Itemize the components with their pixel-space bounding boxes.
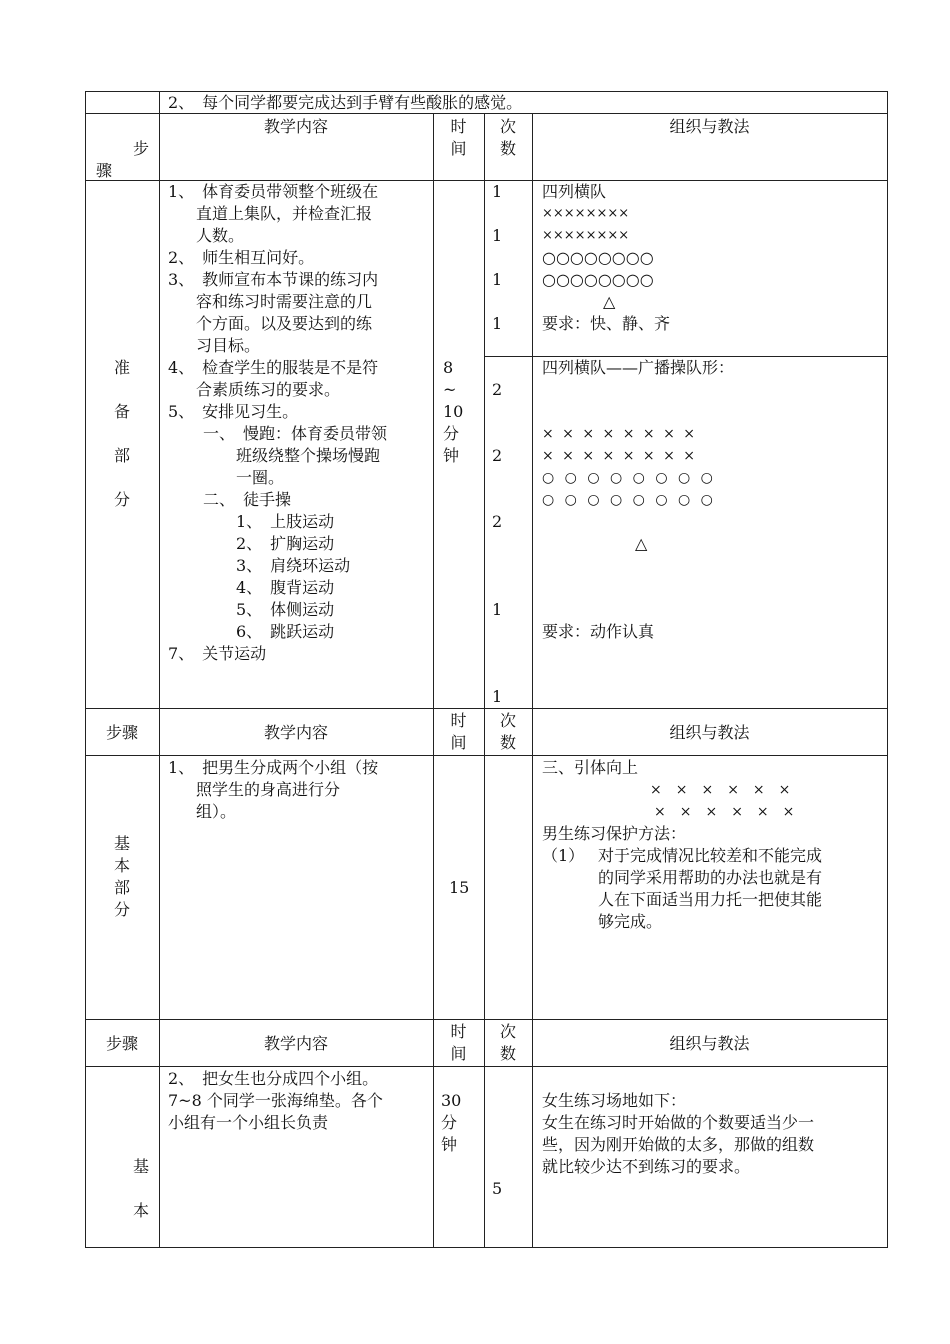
formation-requirement: 要求：动作认真 — [542, 622, 655, 641]
formation-requirement: 要求：快、静、齐 — [542, 314, 671, 333]
basic-time: 分 — [441, 1113, 458, 1132]
table-border — [85, 1019, 888, 1020]
table-border — [433, 113, 434, 1248]
basic-content-line: 照学生的身高进行分 — [196, 780, 341, 799]
teacher-marker: △ — [635, 534, 648, 553]
prep-content-line: 容和练习时需要注意的几 — [196, 292, 373, 311]
table-border — [85, 91, 86, 1248]
count-header: 次 — [499, 711, 516, 730]
girls-method-line: 就比较少达不到练习的要求。 — [542, 1157, 751, 1176]
table-border — [85, 755, 888, 756]
formation-row: × × × × × × × × — [542, 426, 697, 442]
time-header: 间 — [450, 139, 467, 158]
teacher-marker: △ — [603, 292, 616, 311]
section-label-char: 部 — [114, 446, 131, 465]
prep-content-line: 2、 扩胸运动 — [236, 534, 335, 553]
section-label-char: 备 — [114, 402, 131, 421]
step-header-char: 骤 — [96, 161, 113, 180]
count-header: 数 — [499, 139, 516, 158]
content-header: 教学内容 — [263, 1034, 328, 1053]
prep-count: 2 — [492, 380, 503, 399]
basic-content-line: 组）。 — [196, 802, 237, 821]
time-header: 时 — [450, 1022, 467, 1041]
prep-content-line: 5、 安排见习生。 — [168, 402, 299, 421]
prep-time: 8 — [443, 358, 454, 377]
formation-row: ○○○○○○○○ — [542, 248, 654, 267]
section-label-char: 准 — [114, 358, 131, 377]
prep-count: 1 — [492, 687, 503, 706]
table-border — [532, 113, 533, 1248]
prep-content-line: 个方面。以及要达到的练 — [196, 314, 373, 333]
goal-item-2: 2、 每个同学都要完成达到手臂有些酸胀的感觉。 — [168, 93, 523, 112]
prep-time: ~ — [443, 380, 457, 399]
prep-content-line: 习目标。 — [196, 336, 261, 355]
time-header: 间 — [450, 733, 467, 752]
prep-content-line: 2、 师生相互问好。 — [168, 248, 315, 267]
prep-time: 钟 — [443, 446, 460, 465]
basic-content-line: 7~8 个同学一张海绵垫。各个 — [168, 1091, 383, 1110]
prep-count: 1 — [492, 182, 503, 201]
prep-content-line: 二、 徒手操 — [203, 490, 292, 509]
formation-row: ×××××××× — [542, 206, 630, 221]
prep-count: 1 — [492, 226, 503, 245]
section-label-char: 分 — [114, 490, 131, 509]
section-label-char: 分 — [114, 900, 131, 919]
basic-count: 5 — [492, 1179, 503, 1198]
prep-count: 1 — [492, 600, 503, 619]
section-label-char: 本 — [133, 1201, 150, 1220]
prep-content-line: 合素质练习的要求。 — [196, 380, 341, 399]
prep-content-line: 3、 肩绕环运动 — [236, 556, 351, 575]
step-header: 步骤 — [105, 1034, 138, 1053]
section-label-char: 部 — [114, 878, 131, 897]
formation-row: ○○○○○○○○ — [542, 270, 654, 289]
time-header: 时 — [450, 711, 467, 730]
prep-time: 分 — [443, 424, 460, 443]
basic-time: 15 — [449, 878, 470, 897]
prep-time: 10 — [443, 402, 464, 421]
girls-method-line: 女生练习场地如下： — [542, 1091, 687, 1110]
table-border — [85, 1247, 888, 1248]
time-header: 时 — [450, 117, 467, 136]
formation-row: × × × × × × — [650, 782, 791, 798]
formation-row: ○ ○ ○ ○ ○ ○ ○ ○ — [542, 492, 716, 508]
protection-method-title: 男生练习保护方法： — [542, 824, 687, 843]
prep-count: 2 — [492, 512, 503, 531]
basic-time: 钟 — [441, 1135, 458, 1154]
prep-content-line: 6、 跳跃运动 — [236, 622, 335, 641]
content-header: 教学内容 — [263, 117, 328, 136]
step-header-char: 步 — [133, 139, 150, 158]
prep-content-line: 4、 检查学生的服装是不是符 — [168, 358, 379, 377]
step-header: 步骤 — [105, 723, 138, 742]
content-header: 教学内容 — [263, 723, 328, 742]
method-header: 组织与教法 — [669, 1034, 750, 1053]
prep-content-line: 一圈。 — [236, 468, 285, 487]
protection-item-line: 人在下面适当用力托一把使其能 — [598, 890, 823, 909]
formation-row: × × × × × × × × — [542, 448, 697, 464]
method-header: 组织与教法 — [669, 723, 750, 742]
method-header: 组织与教法 — [669, 117, 750, 136]
formation-row: × × × × × × — [654, 804, 795, 820]
prep-count: 1 — [492, 270, 503, 289]
table-border — [887, 91, 888, 1248]
section-label-char: 本 — [114, 856, 131, 875]
basic-content-line: 2、 把女生也分成四个小组。 — [168, 1069, 379, 1088]
table-border — [484, 113, 485, 1248]
protection-item-number: （1） — [542, 846, 585, 865]
prep-content-line: 一、 慢跑：体育委员带领 — [203, 424, 388, 443]
count-header: 数 — [499, 1044, 516, 1063]
prep-count: 1 — [492, 314, 503, 333]
formation-row: ×××××××× — [542, 228, 630, 243]
prep-count: 2 — [492, 446, 503, 465]
section-label-char: 基 — [133, 1157, 150, 1176]
girls-method-line: 些，因为刚开始做的太多，那做的组数 — [542, 1135, 815, 1154]
prep-content-line: 4、 腹背运动 — [236, 578, 335, 597]
table-border — [159, 91, 160, 1248]
formation-row: ○ ○ ○ ○ ○ ○ ○ ○ — [542, 470, 716, 486]
basic-content-line: 1、 把男生分成两个小组（按 — [168, 758, 379, 777]
prep-content-line: 7、 关节运动 — [168, 644, 267, 663]
basic-time: 30 — [441, 1091, 462, 1110]
prep-content-line: 直道上集队，并检查汇报 — [196, 204, 373, 223]
prep-content-line: 班级绕整个操场慢跑 — [236, 446, 381, 465]
time-header: 间 — [450, 1044, 467, 1063]
prep-content-line: 3、 教师宣布本节课的练习内 — [168, 270, 379, 289]
count-header: 次 — [499, 1022, 516, 1041]
exercise-title: 三、引体向上 — [542, 758, 639, 777]
prep-content-line: 1、 上肢运动 — [236, 512, 335, 531]
formation-title: 四列横队 — [542, 182, 607, 201]
basic-content-line: 小组有一个小组长负责 — [168, 1113, 329, 1132]
prep-content-line: 5、 体侧运动 — [236, 600, 335, 619]
protection-item-line: 的同学采用帮助的办法也就是有 — [598, 868, 823, 887]
table-border — [85, 1066, 888, 1067]
protection-item-line: 够完成。 — [598, 912, 663, 931]
count-header: 数 — [499, 733, 516, 752]
table-border — [85, 708, 888, 709]
prep-content-line: 人数。 — [196, 226, 245, 245]
girls-method-line: 女生在练习时开始做的个数要适当少一 — [542, 1113, 815, 1132]
formation-title: 四列横队——广播操队形： — [542, 358, 735, 377]
count-header: 次 — [499, 117, 516, 136]
protection-item-line: 对于完成情况比较差和不能完成 — [598, 846, 823, 865]
section-label-char: 基 — [114, 834, 131, 853]
prep-content-line: 1、 体育委员带领整个班级在 — [168, 182, 379, 201]
